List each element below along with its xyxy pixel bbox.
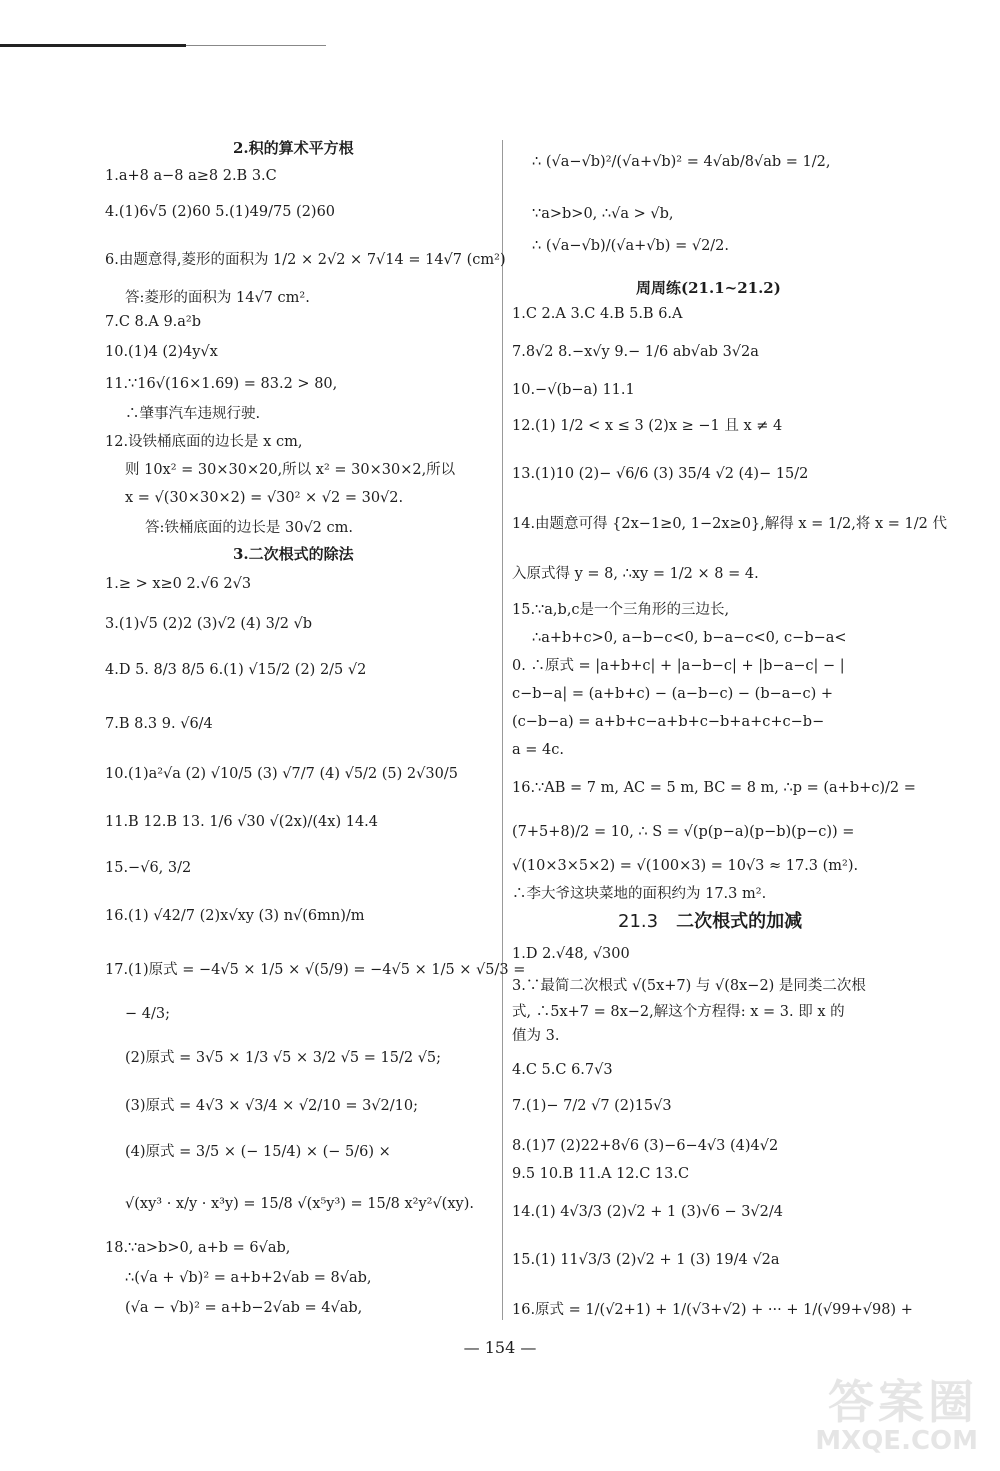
answer-line: 15.(1) 11√3/3 (2)√2 + 1 (3) 19/4 √2a	[512, 1252, 780, 1268]
answer-line: 6.由题意得,菱形的面积为 1/2 × 2√2 × 7√14 = 14√7 (cm²)	[105, 252, 506, 268]
answer-line: 1.≥ > x≥0 2.√6 2√3	[105, 576, 252, 592]
answer-line: ∵a>b>0, ∴√a > √b,	[532, 206, 674, 222]
answer-line: 14.由题意可得 {2x−1≥0, 1−2x≥0},解得 x = 1/2,将 x = 1/2 代	[512, 516, 947, 532]
answer-line: 7.C 8.A 9.a²b	[105, 314, 202, 330]
answer-line: ∴ (√a−√b)/(√a+√b) = √2/2.	[532, 238, 730, 254]
answer-line: 答:铁桶底面的边长是 30√2 cm.	[145, 520, 353, 536]
answer-line: 11.B 12.B 13. 1/6 √30 √(2x)/(4x) 14.4	[105, 814, 379, 830]
heading-division: 3.二次根式的除法	[233, 545, 354, 563]
answer-line: 10.−√(b−a) 11.1	[512, 382, 635, 398]
answer-line: a = 4c.	[512, 742, 564, 758]
watermark-main: 答案圈	[828, 1375, 978, 1429]
answer-line: ∴a+b+c>0, a−b−c<0, b−a−c<0, c−b−a<	[532, 630, 847, 646]
answer-line: 1.D 2.√48, √300	[512, 946, 630, 962]
section-heading-21-3	[618, 912, 802, 932]
answer-line: 答:菱形的面积为 14√7 cm².	[125, 290, 310, 306]
answer-line: (2)原式 = 3√5 × 1/3 √5 × 3/2 √5 = 15/2 √5;	[125, 1050, 442, 1066]
answer-line: ∴李大爷这块菜地的面积约为 17.3 m².	[512, 886, 767, 902]
answer-line: √(xy³ · x/y · x³y) = 15/8 √(x⁵y³) = 15/8 x²y²√(xy).	[125, 1196, 474, 1212]
answer-line: 15.∵a,b,c是一个三角形的三边长,	[512, 602, 730, 618]
answer-line: 11.∵16√(16×1.69) = 83.2 > 80,	[105, 376, 338, 392]
answer-line: 16.(1) √42/7 (2)x√xy (3) n√(6mn)/m	[105, 908, 365, 924]
answer-line: 入原式得 y = 8, ∴xy = 1/2 × 8 = 4.	[512, 566, 759, 582]
answer-line: 7.(1)− 7/2 √7 (2)15√3	[512, 1098, 672, 1114]
answer-line: 3.(1)√5 (2)2 (3)√2 (4) 3/2 √b	[105, 616, 313, 632]
answer-line: 4.D 5. 8/3 8/5 6.(1) √15/2 (2) 2/5 √2	[105, 662, 367, 678]
answer-line: 18.∵a>b>0, a+b = 6√ab,	[105, 1240, 291, 1256]
answer-line: 1.C 2.A 3.C 4.B 5.B 6.A	[512, 306, 683, 322]
answer-line: 则 10x² = 30×30×20,所以 x² = 30×30×2,所以	[125, 462, 456, 478]
answer-line: (√a − √b)² = a+b−2√ab = 4√ab,	[125, 1300, 363, 1316]
answer-line: 7.8√2 8.−x√y 9.− 1/6 ab√ab 3√2a	[512, 344, 759, 360]
answer-line: 8.(1)7 (2)22+8√6 (3)−6−4√3 (4)4√2	[512, 1138, 779, 1154]
answer-line: 16.∵AB = 7 m, AC = 5 m, BC = 8 m, ∴p = (a+b+c)/2 =	[512, 780, 916, 796]
answer-line: 10.(1)a²√a (2) √10/5 (3) √7/7 (4) √5/2 (5) 2√30/5	[105, 766, 458, 782]
answer-line: ∴(√a + √b)² = a+b+2√ab = 8√ab,	[125, 1270, 372, 1286]
answer-line: (c−b−a) = a+b+c−a+b+c−b+a+c+c−b−	[512, 714, 825, 730]
top-rule	[0, 44, 186, 47]
watermark	[815, 1377, 978, 1455]
answer-line: 4.C 5.C 6.7√3	[512, 1062, 613, 1078]
section-number: 21.3	[618, 911, 659, 932]
answer-line: 12.(1) 1/2 < x ≤ 3 (2)x ≥ −1 且 x ≠ 4	[512, 418, 783, 434]
answer-line: 10.(1)4 (2)4y√x	[105, 344, 218, 360]
answer-line: (4)原式 = 3/5 × (− 15/4) × (− 5/6) ×	[125, 1144, 391, 1160]
heading-product-sqrt: 2.积的算术平方根	[233, 139, 354, 157]
answer-line: ∴ (√a−√b)²/(√a+√b)² = 4√ab/8√ab = 1/2,	[532, 154, 831, 170]
answer-line: 7.B 8.3 9. √6/4	[105, 716, 213, 732]
answer-line: (7+5+8)/2 = 10, ∴ S = √(p(p−a)(p−b)(p−c)) =	[512, 824, 855, 840]
answer-line: x = √(30×30×2) = √30² × √2 = 30√2.	[125, 490, 404, 506]
answer-line: (3)原式 = 4√3 × √3/4 × √2/10 = 3√2/10;	[125, 1098, 418, 1114]
page-number: — 154 —	[463, 1338, 537, 1357]
top-rule-thin	[186, 45, 326, 46]
answer-line: 12.设铁桶底面的边长是 x cm,	[105, 434, 303, 450]
answer-line: 值为 3.	[512, 1028, 560, 1044]
column-divider	[502, 140, 503, 1320]
answer-line: √(10×3×5×2) = √(100×3) = 10√3 ≈ 17.3 (m²).	[512, 858, 859, 874]
heading-weekly-practice: 周周练(21.1~21.2)	[636, 279, 781, 297]
answer-line: 4.(1)6√5 (2)60 5.(1)49/75 (2)60	[105, 204, 336, 220]
answer-line: ∴肇事汽车违规行驶.	[125, 406, 261, 422]
answer-line: 1.a+8 a−8 a≥8 2.B 3.C	[105, 168, 277, 184]
watermark-site: MXQE.COM	[815, 1426, 978, 1456]
answer-line: 16.原式 = 1/(√2+1) + 1/(√3+√2) + ··· + 1/(√99+√98) +	[512, 1302, 913, 1318]
answer-line: 3.∵最简二次根式 √(5x+7) 与 √(8x−2) 是同类二次根	[512, 978, 866, 994]
answer-line: − 4/3;	[125, 1006, 170, 1022]
answer-line: 式, ∴5x+7 = 8x−2,解这个方程得: x = 3. 即 x 的	[512, 1004, 845, 1020]
answer-line: 13.(1)10 (2)− √6/6 (3) 35/4 √2 (4)− 15/2	[512, 466, 809, 482]
answer-line: 15.−√6, 3/2	[105, 860, 192, 876]
section-title: 二次根式的加减	[676, 911, 803, 932]
answer-line: 9.5 10.B 11.A 12.C 13.C	[512, 1166, 690, 1182]
answer-line: c−b−a| = (a+b+c) − (a−b−c) − (b−a−c) +	[512, 686, 834, 702]
answer-line: 0. ∴原式 = |a+b+c| + |a−b−c| + |b−a−c| − |	[512, 658, 845, 674]
answer-line: 14.(1) 4√3/3 (2)√2 + 1 (3)√6 − 3√2/4	[512, 1204, 783, 1220]
answer-line: 17.(1)原式 = −4√5 × 1/5 × √(5/9) = −4√5 × 1/5 × √5/3 =	[105, 962, 526, 978]
